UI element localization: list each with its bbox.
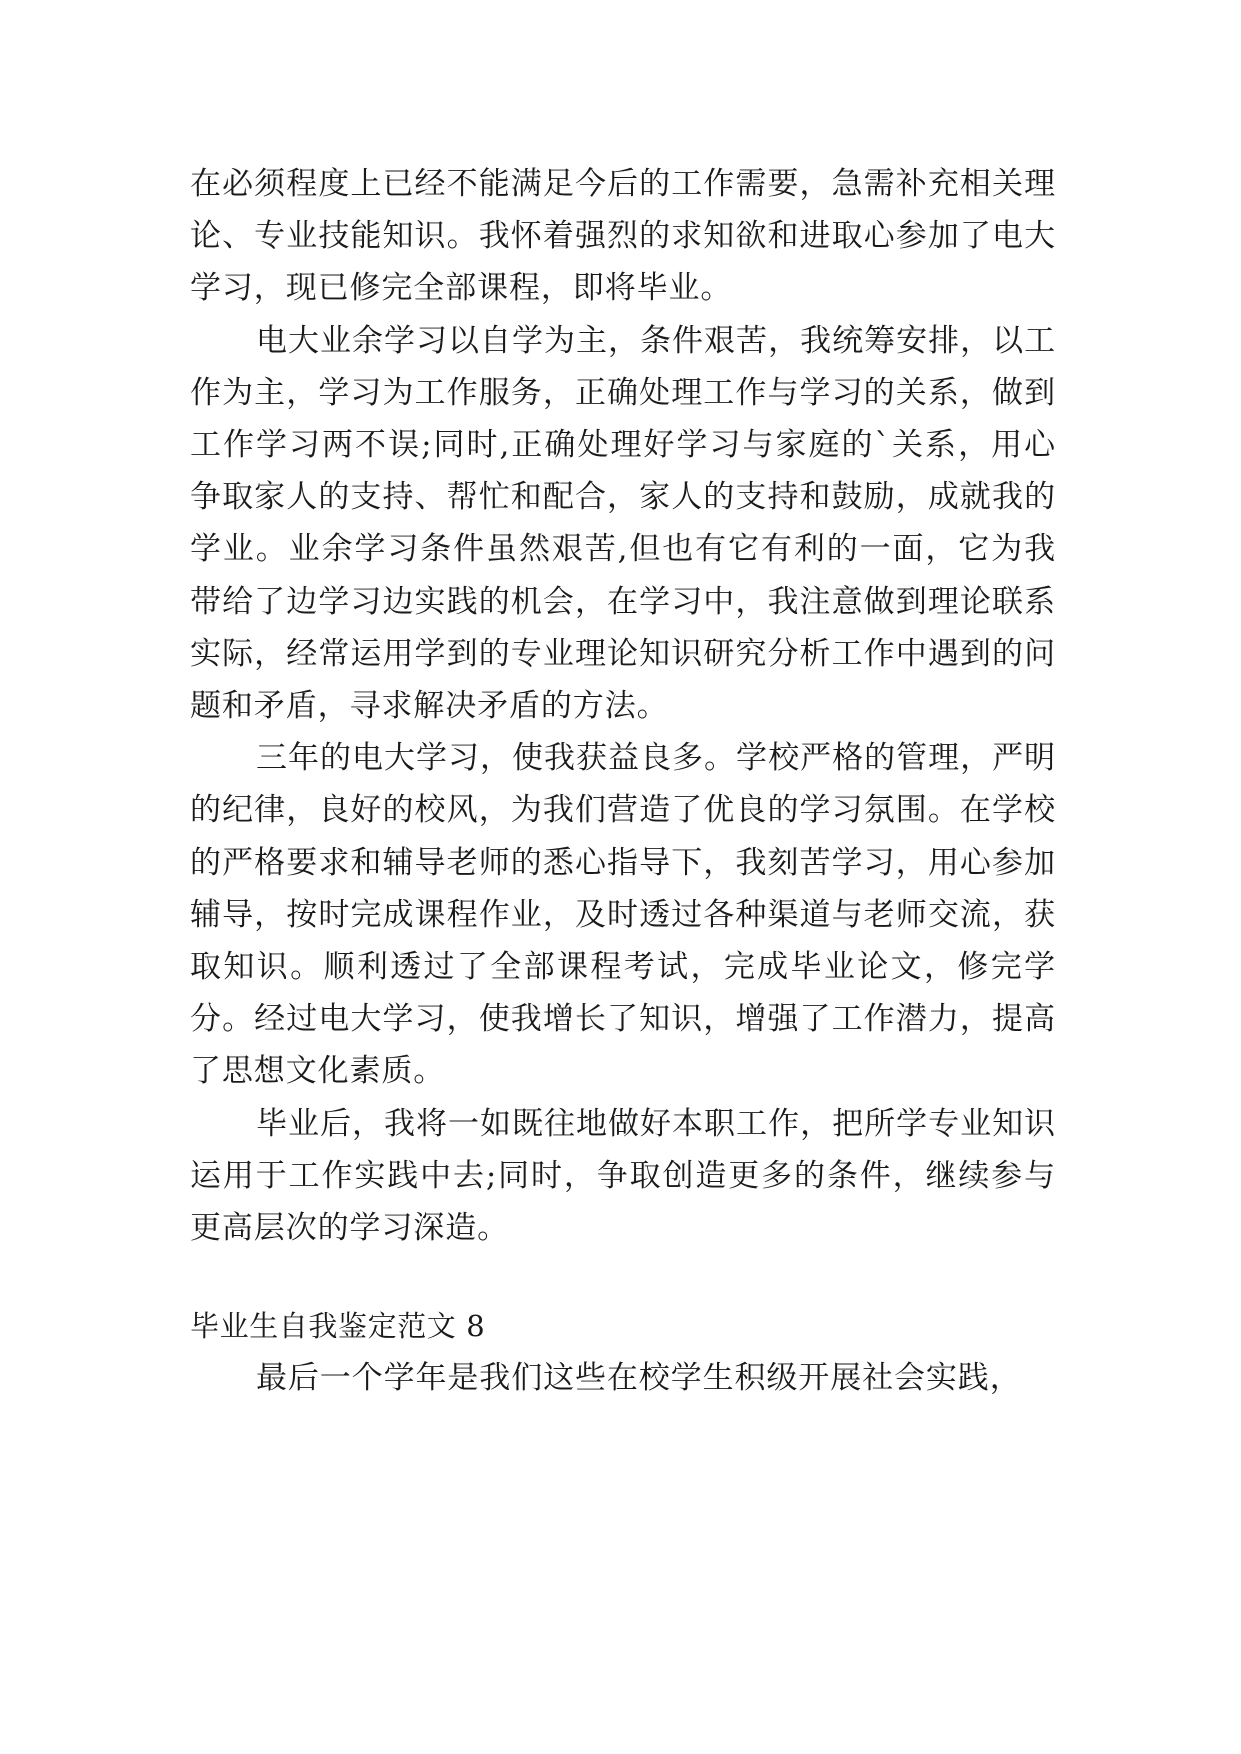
paragraph-after-graduation: 毕业后，我将一如既往地做好本职工作，把所学专业知识运用于工作实践中去;同时，争取创造更多的条件，继续参与更高层次的学习深造。 [190, 1105, 1056, 1247]
document-body [190, 158, 1056, 1404]
paragraph-final-year: 最后一个学年是我们这些在校学生积级开展社会实践， [256, 1360, 1022, 1397]
paragraph-three-years: 三年的电大学习，使我获益良多。学校严格的管理，严明的纪律，良好的校风，为我们营造了优良的学习氛围。在学校的严格要求和辅导老师的悉心指导下，我刻苦学习，用心参加辅导，按时完成课程作业，及时透过各种渠道与老师交流，获取知识。顺利透过了全部课程考试，完成毕业论文，修完学分。经过电大学习，使我增长了知识，增强了工作潜力，提高了思想文化素质。 [190, 740, 1056, 1090]
paragraph-study-balance: 电大业余学习以自学为主，条件艰苦，我统筹安排，以工作为主，学习为工作服务，正确处理工作与学习的关系，做到工作学习两不误;同时,正确处理好学习与家庭的`关系，用心争取家人的支持、帮忙和配合，家人的支持和鼓励，成就我的学业。业余学习条件虽然艰苦,但也有它有利的一面，它为我带给了边学习边实践的机会，在学习中，我注意做到理论联系实际，经常运用学到的专业理论知识研究分析工作中遇到的问题和矛盾，寻求解决矛盾的方法。 [190, 322, 1056, 725]
paragraph-continuation: 在必须程度上已经不能满足今后的工作需要，急需补充相关理论、专业技能知识。我怀着强烈的求知欲和进取心参加了电大学习，现已修完全部课程，即将毕业。 [190, 166, 1056, 307]
section-heading: 毕业生自我鉴定范文 8 [190, 1309, 486, 1344]
